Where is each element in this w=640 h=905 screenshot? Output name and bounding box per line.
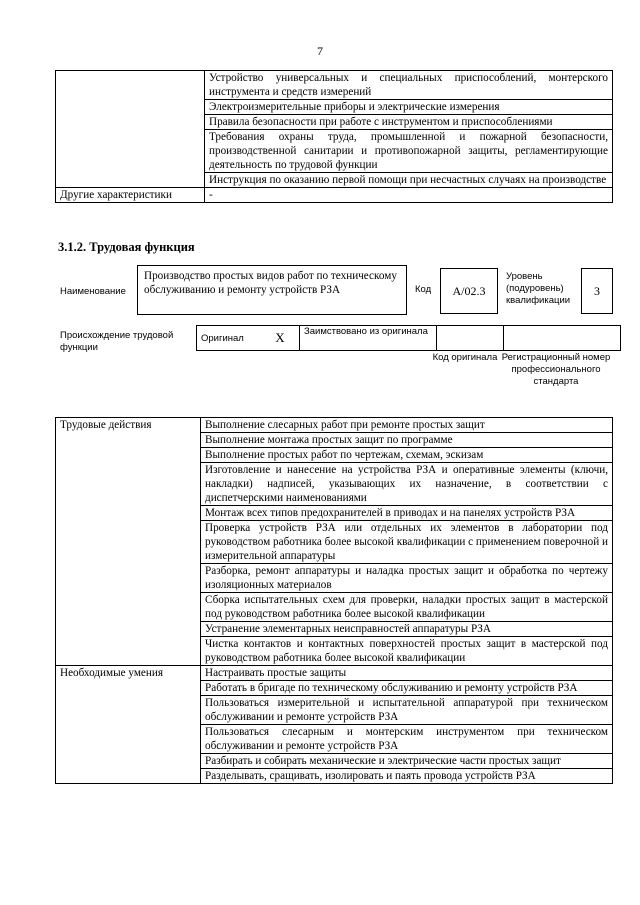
table-cell: Чистка контактов и контактных поверхностей простых защит в мастерской под руководством работника более высокой квалификации	[201, 637, 613, 666]
skills-label: Необходимые умения	[56, 666, 201, 784]
table-cell: Разделывать, сращивать, изолировать и паять провода устройств РЗА	[201, 769, 613, 784]
table-cell: Работать в бригаде по техническому обслуживанию и ремонту устройств РЗА	[201, 681, 613, 696]
table-cell: Правила безопасности при работе с инструментом и приспособлениями	[205, 115, 613, 130]
original-mark: X	[261, 326, 300, 351]
knowledge-table-continued	[55, 70, 613, 203]
table-cell: Настраивать простые защиты	[201, 666, 613, 681]
registration-number-caption: Регистрационный номер профессионального стандарта	[501, 352, 611, 387]
name-label: Наименование	[60, 286, 126, 297]
row-label: Другие характеристики	[56, 188, 205, 203]
code-value-box: А/02.3	[440, 268, 498, 314]
page-number: 7	[317, 44, 323, 58]
table-cell: Требования охраны труда, промышленной и пожарной безопасности, производственной санитарии и противопожарной защиты, регламентирующие деятельность по трудовой функции	[205, 130, 613, 173]
original-label: Оригинал	[197, 326, 262, 351]
origin-label: Происхождение трудовой функции	[60, 330, 174, 353]
labor-function-table	[55, 417, 613, 784]
qualification-level-label: Уровень (подуровень) квалификации	[506, 271, 571, 306]
table-cell: Проверка устройств РЗА или отдельных их элементов в лаборатории под руководством работника более высокой квалификации с применением поверочной и измерительной аппаратуры	[201, 521, 613, 564]
table-cell: Устранение элементарных неисправностей аппаратуры РЗА	[201, 622, 613, 637]
table-cell: Выполнение простых работ по чертежам, схемам, эскизам	[201, 448, 613, 463]
table-cell: Изготовление и нанесение на устройства РЗА и оперативные элементы (ключи, накладки) надписей, указывающих их назначение, в соответствии с диспетчерскими наименованиями	[201, 463, 613, 506]
table-cell: -	[205, 188, 613, 203]
section-heading: 3.1.2. Трудовая функция	[58, 240, 195, 254]
origin-code-cell	[437, 326, 504, 351]
table-cell: Выполнение слесарных работ при ремонте простых защит	[201, 418, 613, 433]
table-cell: Пользоваться слесарным и монтерским инструментом при техническом обслуживании и ремонте устройств РЗА	[201, 725, 613, 754]
table-cell: Устройство универсальных и специальных приспособлений, монтерского инструмента и средств измерений	[205, 71, 613, 100]
code-label: Код	[415, 284, 432, 295]
table-cell: Электроизмерительные приборы и электрические измерения	[205, 100, 613, 115]
origin-table	[196, 325, 621, 351]
qualification-level-box: 3	[581, 268, 613, 314]
table-cell: Инструкция по оказанию первой помощи при несчастных случаях на производстве	[205, 173, 613, 188]
table-cell: Пользоваться измерительной и испытательной аппаратурой при техническом обслуживании и ремонте устройств РЗА	[201, 696, 613, 725]
borrowed-label: Заимствовано из оригинала	[300, 326, 437, 351]
table-cell: Разбирать и собирать механические и электрические части простых защит	[201, 754, 613, 769]
labor-actions-label: Трудовые действия	[56, 418, 201, 666]
table-cell: Выполнение монтажа простых защит по программе	[201, 433, 613, 448]
function-name-box: Производство простых видов работ по техническому обслуживанию и ремонту устройств РЗА	[137, 265, 407, 315]
origin-code-caption: Код оригинала	[432, 352, 498, 363]
table-cell: Сборка испытательных схем для проверки, наладки простых защит в мастерской под руководством работника более высокой квалификации	[201, 593, 613, 622]
table-cell: Разборка, ремонт аппаратуры и наладка простых защит и обработка по чертежу изоляционных материалов	[201, 564, 613, 593]
registration-number-cell	[504, 326, 621, 351]
table-cell-empty	[56, 71, 205, 188]
table-cell: Монтаж всех типов предохранителей в приводах и на панелях устройств РЗА	[201, 506, 613, 521]
